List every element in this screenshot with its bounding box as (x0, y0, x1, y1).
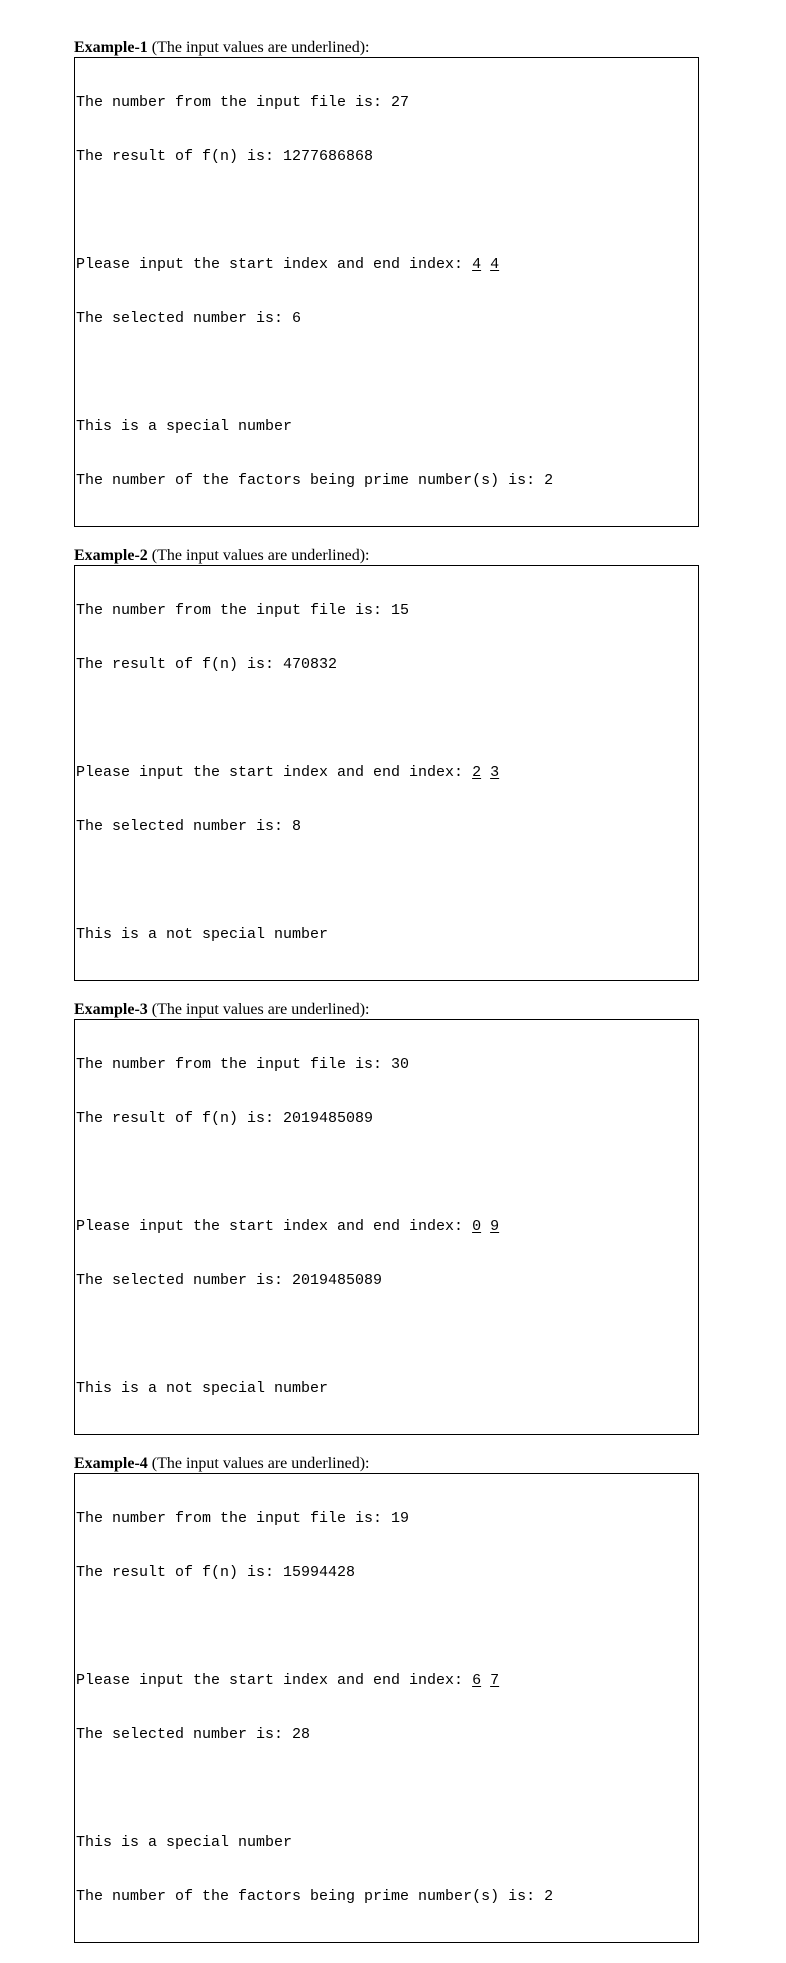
input-end-index: 7 (490, 1672, 500, 1689)
example-heading (74, 1455, 699, 1473)
example-heading-note: (The input values are underlined): (147, 1455, 370, 1472)
console-line-result: The result of f(n) is: 15994428 (76, 1564, 356, 1581)
console-blank-line (76, 1618, 698, 1636)
input-end-index: 3 (490, 764, 500, 781)
console-line-prompt (76, 764, 698, 782)
example-3 (74, 1001, 699, 1435)
console-line-selected: The selected number is: 6 (76, 310, 302, 327)
example-heading-note: (The input values are underlined): (147, 547, 370, 564)
prompt-text: Please input the start index and end index: (76, 1218, 473, 1235)
prompt-text: Please input the start index and end index: (76, 256, 473, 273)
console-line-result: The result of f(n) is: 1277686868 (76, 148, 374, 165)
example-2 (74, 547, 699, 981)
console-line-factors: The number of the factors being prime number(s) is: 2 (76, 1888, 554, 1905)
input-end-index: 9 (490, 1218, 500, 1235)
console-blank-line (76, 1326, 698, 1344)
console-line-special: This is a special number (76, 418, 293, 435)
example-heading (74, 39, 699, 57)
input-start-index: 0 (472, 1218, 482, 1235)
console-output-box (74, 565, 699, 981)
console-blank-line (76, 872, 698, 890)
prompt-text: Please input the start index and end index: (76, 1672, 473, 1689)
console-line-selected: The selected number is: 8 (76, 818, 302, 835)
example-1 (74, 39, 699, 527)
console-line-prompt (76, 1218, 698, 1236)
console-output-box (74, 57, 699, 527)
console-output-box (74, 1019, 699, 1435)
console-line-special: This is a not special number (76, 926, 329, 943)
console-line-result: The result of f(n) is: 2019485089 (76, 1110, 374, 1127)
console-blank-line (76, 364, 698, 382)
console-blank-line (76, 1164, 698, 1182)
example-heading-note: (The input values are underlined): (147, 39, 370, 56)
console-output-box (74, 1473, 699, 1943)
input-start-index: 6 (472, 1672, 482, 1689)
example-heading-note: (The input values are underlined): (147, 1001, 370, 1018)
console-line-input-number: The number from the input file is: 19 (76, 1510, 410, 1527)
prompt-text: Please input the start index and end index: (76, 764, 473, 781)
example-4 (74, 1455, 699, 1943)
example-title: Example-4 (74, 1455, 148, 1472)
input-start-index: 4 (472, 256, 482, 273)
console-line-input-number: The number from the input file is: 30 (76, 1056, 410, 1073)
console-line-selected: The selected number is: 28 (76, 1726, 311, 1743)
example-heading (74, 547, 699, 565)
example-title: Example-2 (74, 547, 148, 564)
console-line-result: The result of f(n) is: 470832 (76, 656, 338, 673)
console-line-selected: The selected number is: 2019485089 (76, 1272, 383, 1289)
example-heading (74, 1001, 699, 1019)
console-line-input-number: The number from the input file is: 27 (76, 94, 410, 111)
console-blank-line (76, 1780, 698, 1798)
console-line-special: This is a not special number (76, 1380, 329, 1397)
console-line-prompt (76, 256, 698, 274)
console-blank-line (76, 710, 698, 728)
input-start-index: 2 (472, 764, 482, 781)
console-blank-line (76, 202, 698, 220)
input-end-index: 4 (490, 256, 500, 273)
console-line-input-number: The number from the input file is: 15 (76, 602, 410, 619)
example-title: Example-1 (74, 39, 148, 56)
console-line-special: This is a special number (76, 1834, 293, 1851)
examples-container (74, 39, 699, 1963)
example-title: Example-3 (74, 1001, 148, 1018)
console-line-factors: The number of the factors being prime number(s) is: 2 (76, 472, 554, 489)
console-line-prompt (76, 1672, 698, 1690)
